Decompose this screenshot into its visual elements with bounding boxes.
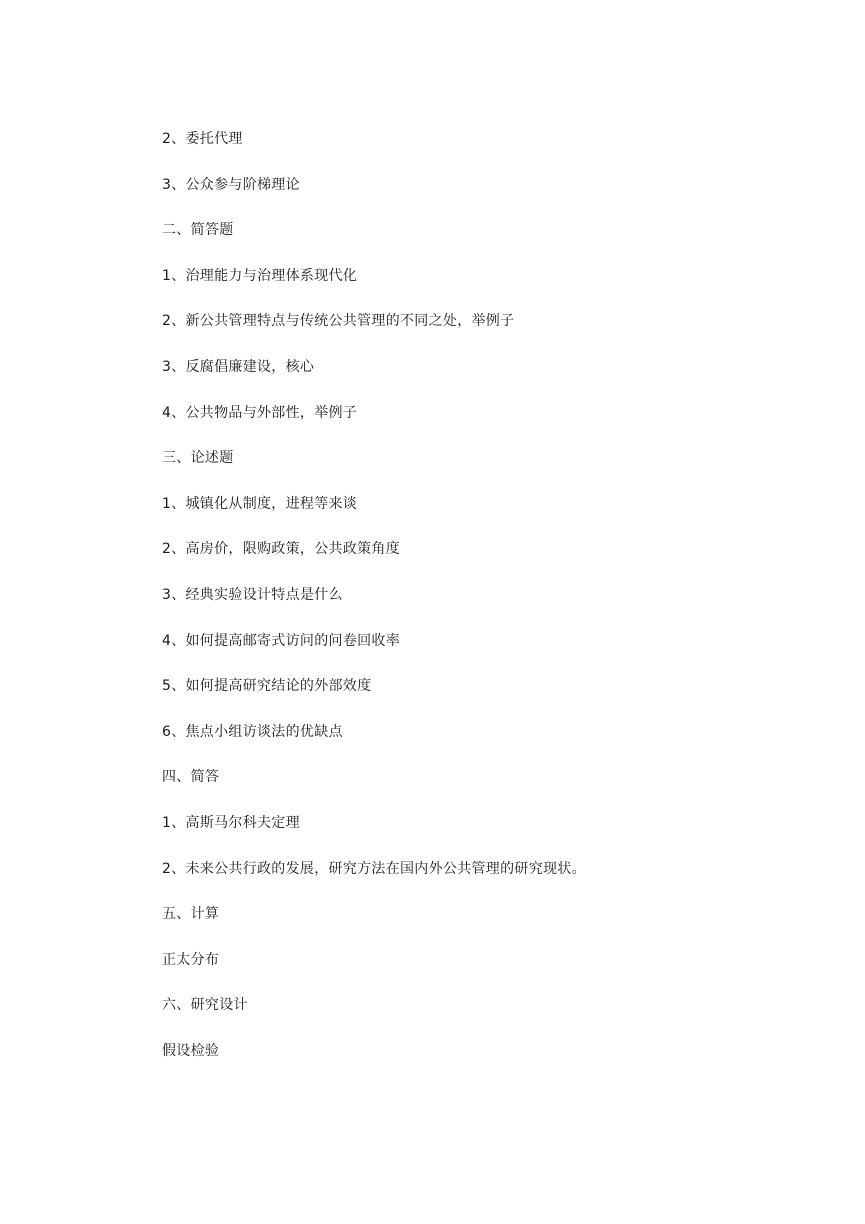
- list-item: 1、高斯马尔科夫定理: [162, 814, 300, 831]
- list-item: 1、治理能力与治理体系现代化: [162, 267, 358, 284]
- list-item: 3、经典实验设计特点是什么: [162, 586, 343, 603]
- list-item: 假设检验: [162, 1042, 220, 1059]
- list-item: 5、如何提高研究结论的外部效度: [162, 678, 372, 695]
- list-item: 2、委托代理: [162, 131, 243, 147]
- section-heading: 四、简答: [162, 769, 220, 786]
- list-item: 4、公共物品与外部性，举例子: [162, 404, 358, 421]
- list-item: 4、如何提高邮寄式访问的问卷回收率: [162, 632, 401, 649]
- section-heading: 三、论述题: [162, 450, 234, 467]
- list-item: 2、新公共管理特点与传统公共管理的不同之处，举例子: [162, 313, 515, 330]
- list-item: 1、城镇化从制度，进程等来谈: [162, 495, 358, 512]
- section-heading: 二、简答题: [162, 222, 234, 239]
- list-item: 6、焦点小组访谈法的优缺点: [162, 723, 343, 740]
- list-item: 3、反腐倡廉建设，核心: [162, 358, 315, 375]
- list-item: 2、高房价，限购政策，公共政策角度: [162, 541, 401, 558]
- list-item: 3、公众参与阶梯理论: [162, 176, 300, 193]
- section-heading: 五、计算: [162, 906, 220, 923]
- list-item: 正太分布: [162, 951, 220, 968]
- document-body: [162, 127, 802, 1084]
- section-heading: 六、研究设计: [162, 997, 248, 1014]
- list-item: 2、未来公共行政的发展，研究方法在国内外公共管理的研究现状。: [162, 860, 586, 877]
